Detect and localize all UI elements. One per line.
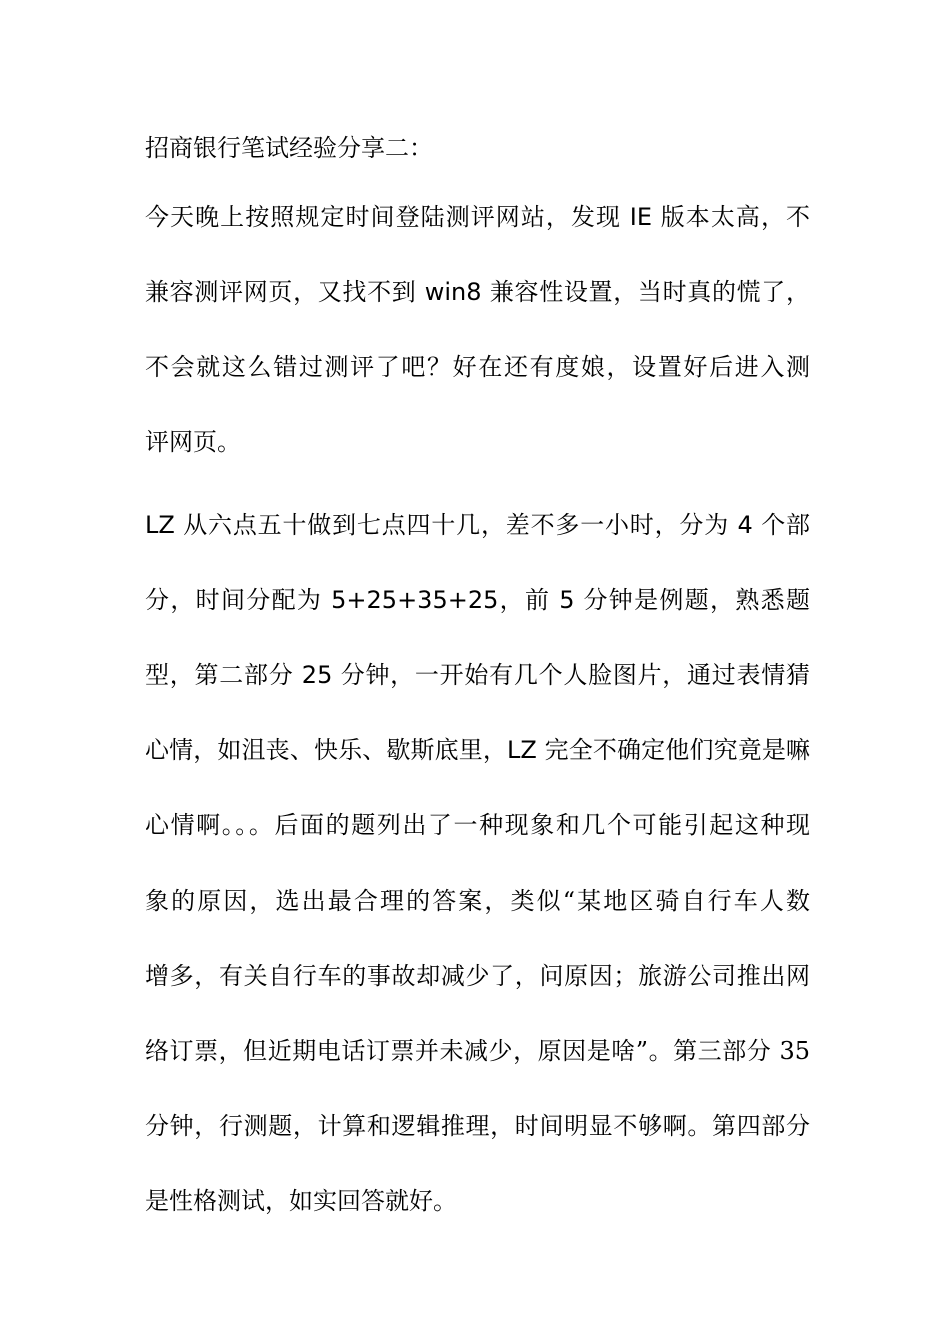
mixed-segment-serif: 个可能引起这种现 xyxy=(606,811,811,839)
paragraph-line: 分钟，行测题，计算和逻辑推理，时间明显不够啊。第四部分 xyxy=(145,1112,810,1140)
paragraph-line: LZ 从六点五十做到七点四十几，差不多一小时，分为 4 个部 xyxy=(145,511,810,539)
paragraph-line: 象的原因，选出最合理的答案，类似“某地区骑自行车人数 xyxy=(145,887,810,915)
paragraph-line: 兼容测评网页，又找不到 win8 兼容性设置，当时真的慌了， xyxy=(145,278,810,306)
mixed-segment-sans: 心情啊。。。后面的题 xyxy=(145,811,377,839)
paragraph-line: 心情，如沮丧、快乐、歇斯底里，LZ 完全不确定他们究竟是嘛 xyxy=(145,736,810,764)
paragraph-line: 增多，有关自行车的事故却减少了，问原因；旅游公司推出网 xyxy=(145,962,810,990)
document-heading: 招商银行笔试经验分享二： xyxy=(145,134,433,162)
document-page xyxy=(145,128,810,1239)
paragraph-line: 分，时间分配为 5+25+35+25，前 5 分钟是例题，熟悉题 xyxy=(145,586,810,614)
paragraph-line: 今天晚上按照规定时间登陆测评网站，发现 IE 版本太高，不 xyxy=(145,203,810,231)
paragraph-line: 络订票，但近期电话订票并未减少，原因是啥”。第三部分 35 xyxy=(145,1037,810,1065)
paragraph-line: 评网页。 xyxy=(145,428,241,456)
paragraph-mixed-line xyxy=(145,788,810,864)
mixed-segment-sans: 几 xyxy=(581,811,607,839)
paragraph-line: 不会就这么错过测评了吧？好在还有度娘，设置好后进入测 xyxy=(145,353,810,381)
paragraph-line: 型，第二部分 25 分钟，一开始有几个人脸图片，通过表情猜 xyxy=(145,661,810,689)
paragraph-line: 是性格测试，如实回答就好。 xyxy=(145,1187,457,1215)
mixed-segment-serif: 列出了一种现象和 xyxy=(376,811,582,839)
paragraph-login-experience xyxy=(145,180,810,480)
paragraph-test-structure xyxy=(145,488,810,1239)
